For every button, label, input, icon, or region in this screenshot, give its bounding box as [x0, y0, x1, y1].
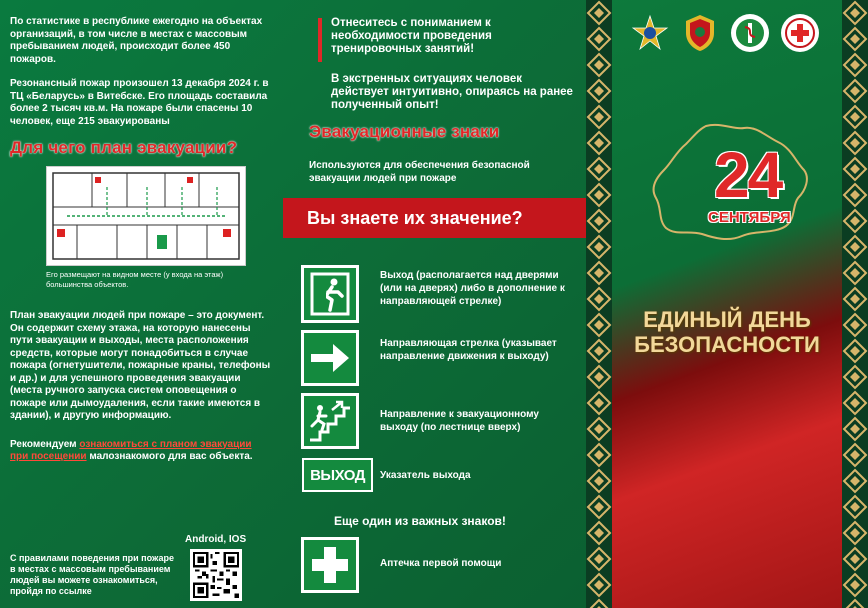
stairs-up-icon	[301, 393, 359, 449]
ornament-right	[842, 0, 868, 608]
evacuation-plan-image	[46, 166, 246, 266]
qr-code[interactable]	[190, 549, 242, 601]
quote-accent-bar	[318, 18, 322, 62]
title-line-1: ЕДИНЫЙ ДЕНЬ	[643, 307, 811, 332]
sign-exit-word-desc: Указатель выхода	[380, 470, 471, 481]
question-banner: Вы знаете их значение?	[283, 198, 586, 238]
police-emblem-icon	[681, 14, 719, 52]
emblems-row	[631, 14, 819, 52]
platforms-label: Android, IOS	[185, 534, 247, 545]
sign-exit-desc: Выход (располагается над дверями (или на дверях) либо в дополнение к направляющей стрелке)	[380, 270, 565, 307]
recommend-pre: Рекомендуем	[10, 438, 80, 450]
first-aid-cross-icon	[301, 537, 359, 593]
signs-subtitle: Используются для обеспечения безопасной эвакуации людей при пожаре	[309, 160, 530, 184]
red-cross-emblem-icon	[781, 14, 819, 52]
quote-experience: В экстренных ситуациях человек действует интуитивно, опираясь на ранее полученный опыт!	[331, 73, 573, 111]
left-panel	[0, 0, 283, 608]
middle-panel	[283, 0, 586, 608]
first-aid-desc: Аптечка первой помощи	[380, 558, 502, 569]
sign-row-stairs	[301, 393, 359, 449]
ornament-left	[586, 0, 612, 608]
mchs-star-emblem-icon	[631, 14, 669, 52]
another-sign-heading: Еще один из важных знаков!	[334, 514, 506, 528]
plan-heading: Для чего план эвакуации?	[10, 138, 238, 157]
title-line-2: БЕЗОПАСНОСТИ	[634, 332, 820, 357]
flag-background	[586, 0, 868, 608]
quote-training: Отнеситесь с пониманием к необходимости проведения тренировочных занятий!	[331, 17, 492, 55]
intro-stats: По статистике в республике ежегодно на объектах организаций, в том числе в местах с массовым пребыванием людей, происходит более 450 пожаров.	[10, 16, 263, 65]
recommend-post: малознакомого для вас объекта.	[86, 451, 253, 462]
arrow-right-icon	[301, 330, 359, 386]
sign-row-first-aid	[301, 537, 359, 593]
date-month: СЕНТЯБРЯ	[708, 209, 791, 226]
recommend-highlight: ознакомиться с планом эвакуации при посещении	[10, 438, 252, 462]
exit-running-man-icon	[301, 265, 359, 323]
medical-emblem-icon	[731, 14, 769, 52]
sign-stairs-desc: Направление к эвакуационному выходу (по лестнице вверх)	[380, 409, 539, 433]
cover-panel	[586, 0, 868, 608]
sign-row-arrow	[301, 330, 359, 386]
intro-fire: Резонансный пожар произошел 13 декабря 2024 г. в ТЦ «Беларусь» в Витебске. Его площадь составила более 2 тысяч кв.м. На пожаре были спасены 10 человек, еще 215 эвакуированы	[10, 78, 269, 127]
sign-arrow-desc: Направляющая стрелка (указывает направление движения к выходу)	[380, 338, 557, 362]
exit-word-sign: ВЫХОД	[302, 458, 373, 492]
plan-description: План эвакуации людей при пожаре – это документ. Он содержит схему этажа, на которую нанесены пути эвакуации и выходы, места расположения средств, которые могут понадобиться в случае пожара (огнетушители, пожарные краны, телефоны и др.) и для успешного проведения эвакуации (места ручного запуска систем оповещения о пожаре или дымоудаления, если такие имеются в здании), и другую информацию.	[10, 310, 271, 421]
date-number: 24	[714, 139, 782, 211]
sign-row-exit	[301, 265, 359, 323]
recommendation	[10, 439, 271, 464]
plan-caption: Его размещают на видном месте (у входа на этаж) большинства объектов.	[46, 270, 224, 289]
signs-heading: Эвакуационные знаки	[309, 122, 500, 141]
rules-text: С правилами поведения при пожаре в местах с массовым пребыванием людей вы можете ознакомиться, пройдя по ссылке	[10, 553, 174, 596]
